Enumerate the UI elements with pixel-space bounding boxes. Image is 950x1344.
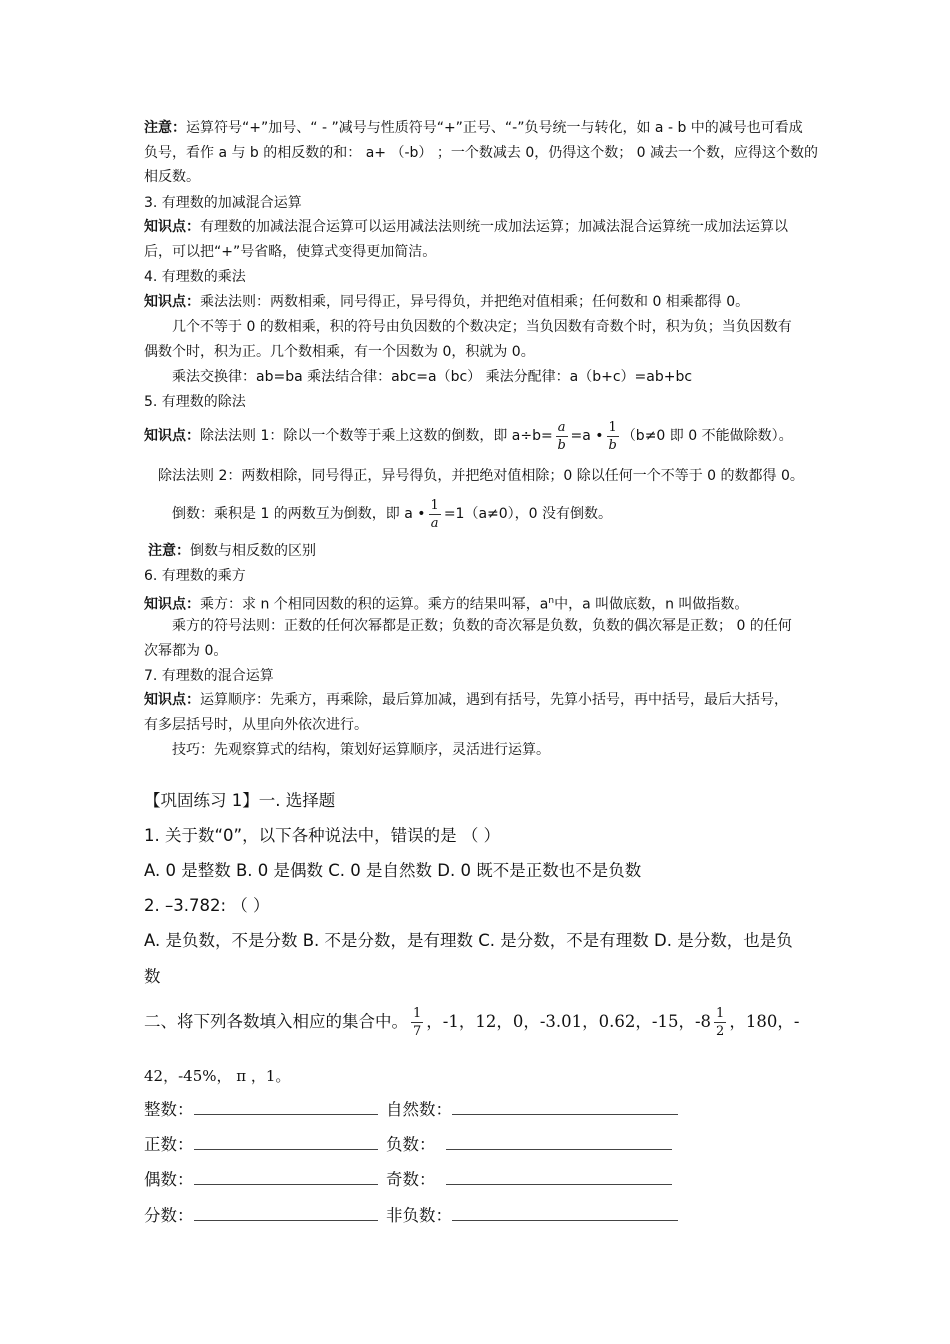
- knowledge-label: 知识点：: [144, 219, 200, 235]
- part-2-numbers: ，-1，12，0，-3.01，0.62，-15，-8: [426, 1012, 712, 1031]
- fraction-denominator: b: [608, 437, 617, 453]
- note-label: 注意：: [144, 120, 186, 136]
- fraction-numerator: 1: [413, 1006, 422, 1021]
- section-6-line-2: 乘方的符号法则：正数的任何次幂都是正数；负数的奇次幂是负数，负数的偶次幂是正数； 0 的任何: [172, 618, 792, 634]
- set-row-even: [144, 1168, 378, 1192]
- answer-blank-positive[interactable]: [194, 1135, 378, 1150]
- fraction-denominator: b: [557, 437, 566, 453]
- fraction-denominator: 7: [413, 1024, 422, 1039]
- reciprocal-note: [148, 541, 316, 561]
- part-2-pre: 二、将下列各数填入相应的集合中。: [144, 1012, 408, 1031]
- set-label-negative: 负数：: [386, 1135, 436, 1154]
- section-3-title: 3. 有理数的加减混合运算: [144, 195, 302, 211]
- section-4-text-1: 乘法法则：两数相乘，同号得正，异号得负，并把绝对值相乘；任何数和 0 相乘都得 0。: [200, 294, 750, 310]
- division-rule-1: [144, 416, 793, 456]
- power-superscript: n: [548, 596, 555, 606]
- knowledge-label: 知识点：: [144, 428, 200, 444]
- fraction-numerator: 1: [716, 1006, 725, 1021]
- division-rule-1-mid: =a •: [570, 428, 604, 444]
- note-line-1: [144, 118, 803, 138]
- question-1: 1. 关于数“0”，以下各种说法中，错误的是 （ ）: [144, 826, 501, 845]
- set-row-odd: [386, 1168, 672, 1192]
- section-6-line-3: 次幂都为 0。: [144, 643, 228, 659]
- reciprocal-post: =1（a≠0），0 没有倒数。: [443, 506, 613, 522]
- section-3-text-1: 有理数的加减法混合运算可以运用减法法则统一成加法运算；加减法混合运算统一成加法运算以: [200, 219, 788, 235]
- section-7-line-1: [144, 690, 788, 710]
- fraction-numerator: 1: [608, 419, 617, 435]
- answer-blank-natural[interactable]: [452, 1100, 678, 1115]
- power-def-post: 中，a 叫做底数，n 叫做指数。: [554, 596, 749, 613]
- answer-blank-integer[interactable]: [194, 1100, 378, 1115]
- reciprocal-definition: [172, 494, 612, 534]
- note-text-1: 运算符号“+”加号、“ - ”减号与性质符号“+”正号、“-”负号统一与转化，如 a - b 中的减号也可看成: [186, 120, 803, 136]
- answer-blank-negative[interactable]: [446, 1135, 672, 1150]
- part-2-post: ，180，-: [729, 1012, 800, 1031]
- set-row-nonnegative: [386, 1204, 678, 1228]
- section-7-line-2: 有多层括号时，从里向外依次进行。: [144, 717, 368, 733]
- note-line-3: 相反数。: [144, 169, 200, 185]
- power-def-pre: 乘方：求 n 个相同因数的积的运算。乘方的结果叫幂，a: [200, 596, 549, 613]
- answer-blank-even[interactable]: [194, 1170, 378, 1185]
- set-row-fraction: [144, 1204, 378, 1228]
- section-5-title: 5. 有理数的除法: [144, 394, 246, 410]
- section-3-line-2: 后，可以把“+”号省略，使算式变得更加简洁。: [144, 244, 437, 260]
- note-label: 注意：: [148, 543, 190, 559]
- division-rule-1-pre: 除法法则 1：除以一个数等于乘上这数的倒数，即 a÷b=: [200, 428, 553, 444]
- set-row-integer: [144, 1098, 378, 1122]
- part-2-prompt: [144, 1002, 799, 1042]
- answer-blank-fraction[interactable]: [194, 1206, 378, 1221]
- practice-heading: 【巩固练习 1】一. 选择题: [144, 791, 336, 810]
- division-rule-1-post: （b≠0 即 0 不能做除数）。: [621, 428, 793, 444]
- reciprocal-note-text: 倒数与相反数的区别: [190, 543, 316, 559]
- division-rule-2: 除法法则 2：两数相除，同号得正，异号得负，并把绝对值相除；0 除以任何一个不等于 0 的数都得 0。: [158, 468, 804, 484]
- set-label-nonnegative: 非负数：: [386, 1206, 452, 1225]
- section-7-text-1: 运算顺序：先乘方，再乘除，最后算加减，遇到有括号，先算小括号，再中括号，最后大括号，: [200, 692, 788, 708]
- section-4-title: 4. 有理数的乘法: [144, 269, 246, 285]
- question-2-options: A. 是负数，不是分数 B. 不是分数，是有理数 C. 是分数，不是有理数 D. 是分数，也是负: [144, 931, 793, 950]
- section-4-line-2: 几个不等于 0 的数相乘，积的符号由负因数的个数决定；当负因数有奇数个时，积为负；当负因数有: [172, 319, 792, 335]
- fraction-1-over-7: [411, 1005, 423, 1040]
- mixed-fraction-part: [714, 1005, 726, 1040]
- knowledge-label: 知识点：: [144, 596, 200, 613]
- answer-blank-nonnegative[interactable]: [452, 1206, 678, 1221]
- section-7-tip: 技巧：先观察算式的结构，策划好运算顺序，灵活进行运算。: [172, 742, 550, 758]
- fraction-denominator: 2: [716, 1024, 725, 1039]
- set-row-negative: [386, 1133, 672, 1157]
- set-label-even: 偶数：: [144, 1170, 194, 1189]
- set-label-integer: 整数：: [144, 1100, 194, 1119]
- section-7-title: 7. 有理数的混合运算: [144, 668, 274, 684]
- fraction-1-over-b: [607, 419, 619, 454]
- fraction-numerator: a: [557, 419, 566, 435]
- knowledge-label: 知识点：: [144, 692, 200, 708]
- section-3-line-1: [144, 217, 788, 237]
- question-1-options: A. 0 是整数 B. 0 是偶数 C. 0 是自然数 D. 0 既不是正数也不是负数: [144, 861, 642, 880]
- set-label-positive: 正数：: [144, 1135, 194, 1154]
- section-6-title: 6. 有理数的乘方: [144, 568, 246, 584]
- question-2: 2. –3.782: （ ）: [144, 896, 270, 915]
- section-6-line-1: [144, 591, 748, 615]
- set-label-fraction: 分数：: [144, 1206, 194, 1225]
- fraction-denominator: a: [430, 515, 439, 531]
- section-4-laws: 乘法交换律：ab=ba 乘法结合律：abc=a（bc） 乘法分配律：a（b+c）=ab+bc: [172, 369, 693, 385]
- set-row-positive: [144, 1133, 378, 1157]
- knowledge-label: 知识点：: [144, 294, 200, 310]
- section-4-line-1: [144, 292, 749, 312]
- fraction-numerator: 1: [430, 497, 439, 513]
- note-line-2: 负号，看作 a 与 b 的相反数的和： a+ （-b） ；一个数减去 0，仍得这个数； 0 减去一个数，应得这个数的: [144, 145, 819, 161]
- question-2-options-cont: 数: [144, 967, 161, 986]
- fraction-1-over-a: [429, 497, 441, 532]
- reciprocal-pre: 倒数：乘积是 1 的两数互为倒数，即 a •: [172, 506, 426, 522]
- set-row-natural: [386, 1098, 678, 1122]
- set-label-natural: 自然数：: [386, 1100, 452, 1119]
- section-4-line-3: 偶数个时，积为正。几个数相乘，有一个因数为 0，积就为 0。: [144, 344, 535, 360]
- part-2-line-2: 42，-45%， π ，1。: [144, 1067, 291, 1085]
- set-label-odd: 奇数：: [386, 1170, 436, 1189]
- fraction-a-over-b: [556, 419, 568, 454]
- answer-blank-odd[interactable]: [446, 1170, 672, 1185]
